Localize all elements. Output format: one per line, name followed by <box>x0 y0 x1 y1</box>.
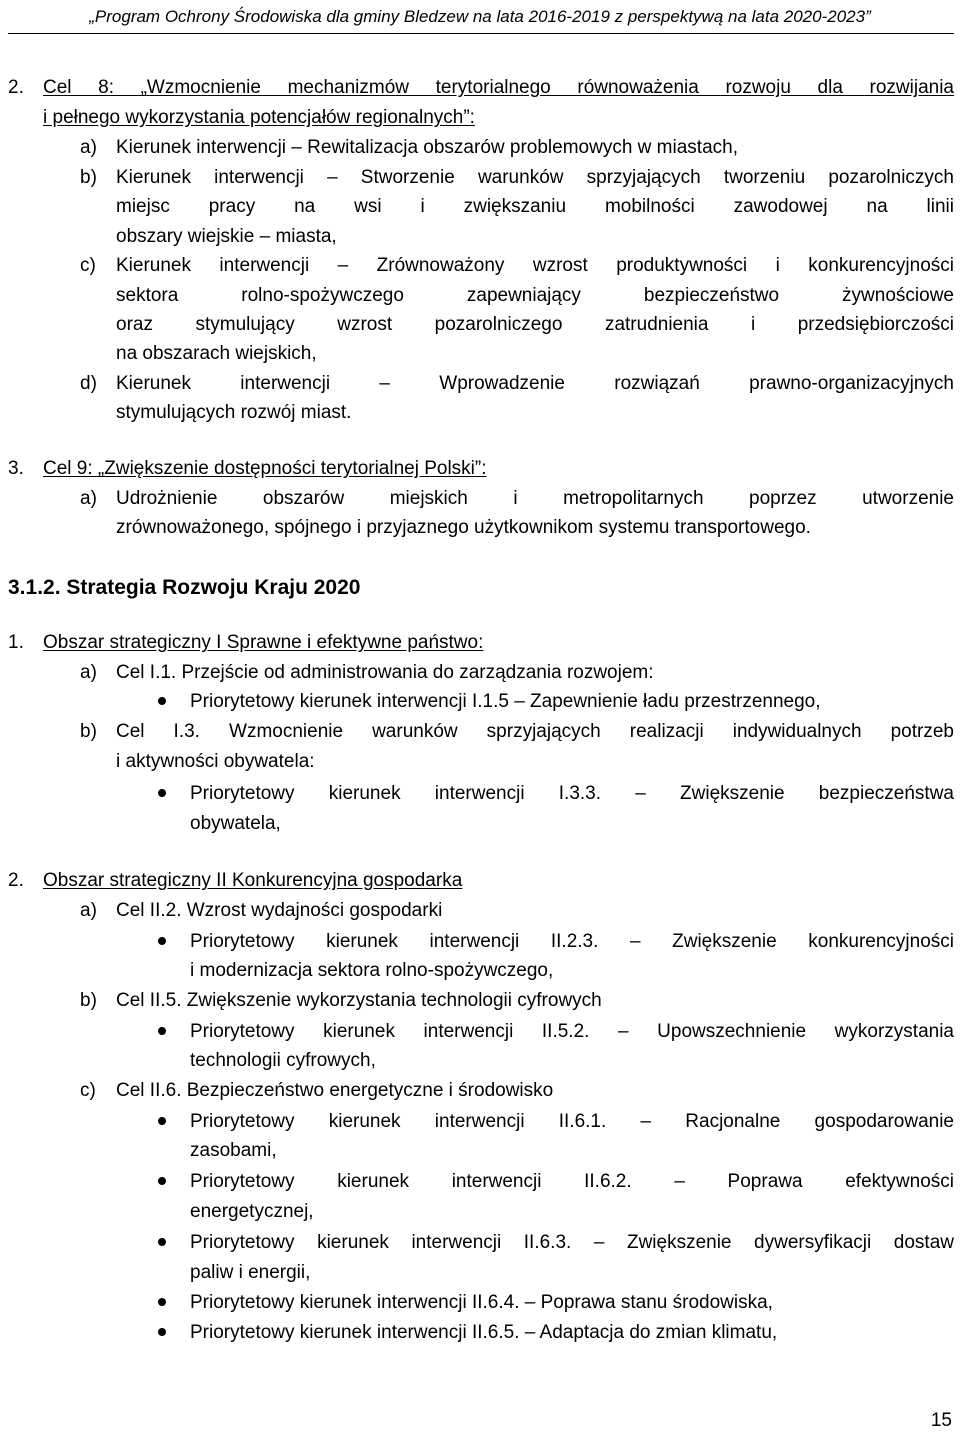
obszar1-b-bullet1-line1: Priorytetowy kierunek interwencji I.3.3. – Zwiększenie bezpieczeństwa <box>190 783 954 804</box>
obszar1-title: Obszar strategiczny I Sprawne i efektywne państwo: <box>43 632 484 653</box>
cel8-item-c-line2: sektora rolno-spożywczego zapewniający bezpieczeństwo żywnościowe <box>116 285 954 306</box>
obszar1-cel-a: Cel I.1. Przejście od administrowania do zarządzania rozwojem: <box>116 662 654 683</box>
obszar2-cel-b: Cel II.5. Zwiększenie wykorzystania technologii cyfrowych <box>116 990 602 1011</box>
cel8-item-d-line2: stymulujących rozwój miast. <box>116 402 352 423</box>
obszar2-b-bullet1-line2: technologii cyfrowych, <box>190 1050 376 1071</box>
obszar2-b-bullet1-line1: Priorytetowy kierunek interwencji II.5.2. – Upowszechnienie wykorzystania <box>190 1021 954 1042</box>
bullet-icon <box>158 789 166 797</box>
cel8-item-b-line1: Kierunek interwencji – Stworzenie warunków sprzyjających tworzeniu pozarolniczych <box>116 167 954 188</box>
item-letter: b) <box>80 167 97 188</box>
item-letter: a) <box>80 488 97 509</box>
cel9-item-a-line2: zrównoważonego, spójnego i przyjaznego użytkownikom systemu transportowego. <box>116 517 811 538</box>
item-letter: a) <box>80 137 97 158</box>
obszar2-a-bullet1-line1: Priorytetowy kierunek interwencji II.2.3. – Zwiększenie konkurencyjności <box>190 931 954 952</box>
obszar2-c-bullet1-line2: zasobami, <box>190 1140 277 1161</box>
obszar1-b-bullet1-line2: obywatela, <box>190 813 281 834</box>
obszar2-c-bullet3-line1: Priorytetowy kierunek interwencji II.6.3. – Zwiększenie dywersyfikacji dostaw <box>190 1232 954 1253</box>
obszar1-a-bullet1: Priorytetowy kierunek interwencji I.1.5 – Zapewnienie ładu przestrzennego, <box>190 691 821 712</box>
bullet-icon <box>158 697 166 705</box>
cel9-title: Cel 9: „Zwiększenie dostępności terytorialnej Polski”: <box>43 458 487 479</box>
list-number: 1. <box>8 632 24 653</box>
obszar2-c-bullet3-line2: paliw i energii, <box>190 1262 311 1283</box>
bullet-icon <box>158 1328 166 1336</box>
bullet-icon <box>158 1027 166 1035</box>
list-number: 2. <box>8 870 24 891</box>
obszar2-a-bullet1-line2: i modernizacja sektora rolno-spożywczego, <box>190 960 554 981</box>
bullet-icon <box>158 1177 166 1185</box>
item-letter: b) <box>80 721 97 742</box>
item-letter: a) <box>80 900 97 921</box>
item-letter: d) <box>80 373 97 394</box>
cel8-item-c-line4: na obszarach wiejskich, <box>116 343 317 364</box>
page-number: 15 <box>930 1410 952 1431</box>
item-letter: c) <box>80 255 96 276</box>
page-header: „Program Ochrony Środowiska dla gminy Bledzew na lata 2016-2019 z perspektywą na lata 2020-2023” <box>89 7 871 26</box>
obszar2-c-bullet2-line2: energetycznej, <box>190 1201 314 1222</box>
item-letter: b) <box>80 990 97 1011</box>
cel8-title-line1: Cel 8: „Wzmocnienie mechanizmów terytorialnego równoważenia rozwoju dla rozwijania <box>43 77 954 98</box>
cel9-item-a-line1: Udrożnienie obszarów miejskich i metropolitarnych poprzez utworzenie <box>116 488 954 509</box>
list-number: 3. <box>8 458 24 479</box>
bullet-icon <box>158 1238 166 1246</box>
item-letter: a) <box>80 662 97 683</box>
cel8-item-a: Kierunek interwencji – Rewitalizacja obszarów problemowych w miastach, <box>116 137 738 158</box>
list-number: 2. <box>8 77 24 98</box>
cel8-item-c-line1: Kierunek interwencji – Zrównoważony wzrost produktywności i konkurencyjności <box>116 255 954 276</box>
cel8-item-b-line3: obszary wiejskie – miasta, <box>116 226 337 247</box>
section-heading: 3.1.2. Strategia Rozwoju Kraju 2020 <box>8 576 361 599</box>
obszar1-cel-b-line2: i aktywności obywatela: <box>116 751 315 772</box>
cel8-item-b-line2: miejsc pracy na wsi i zwiększaniu mobilności zawodowej na linii <box>116 196 954 217</box>
obszar2-c-bullet1-line1: Priorytetowy kierunek interwencji II.6.1. – Racjonalne gospodarowanie <box>190 1111 954 1132</box>
obszar2-cel-c: Cel II.6. Bezpieczeństwo energetyczne i środowisko <box>116 1080 554 1101</box>
bullet-icon <box>158 1117 166 1125</box>
obszar2-title: Obszar strategiczny II Konkurencyjna gospodarka <box>43 870 463 891</box>
cel8-item-c-line3: oraz stymulujący wzrost pozarolniczego zatrudnienia i przedsiębiorczości <box>116 314 954 335</box>
cel8-title-line2: i pełnego wykorzystania potencjałów regionalnych”: <box>43 107 475 128</box>
obszar1-cel-b-line1: Cel I.3. Wzmocnienie warunków sprzyjających realizacji indywidualnych potrzeb <box>116 721 954 742</box>
obszar2-c-bullet5: Priorytetowy kierunek interwencji II.6.5. – Adaptacja do zmian klimatu, <box>190 1322 778 1343</box>
cel8-item-d-line1: Kierunek interwencji – Wprowadzenie rozwiązań prawno-organizacyjnych <box>116 373 954 394</box>
header-rule <box>8 33 954 34</box>
item-letter: c) <box>80 1080 96 1101</box>
bullet-icon <box>158 937 166 945</box>
obszar2-cel-a: Cel II.2. Wzrost wydajności gospodarki <box>116 900 443 921</box>
bullet-icon <box>158 1298 166 1306</box>
obszar2-c-bullet2-line1: Priorytetowy kierunek interwencji II.6.2. – Poprawa efektywności <box>190 1171 954 1192</box>
obszar2-c-bullet4: Priorytetowy kierunek interwencji II.6.4. – Poprawa stanu środowiska, <box>190 1292 773 1313</box>
